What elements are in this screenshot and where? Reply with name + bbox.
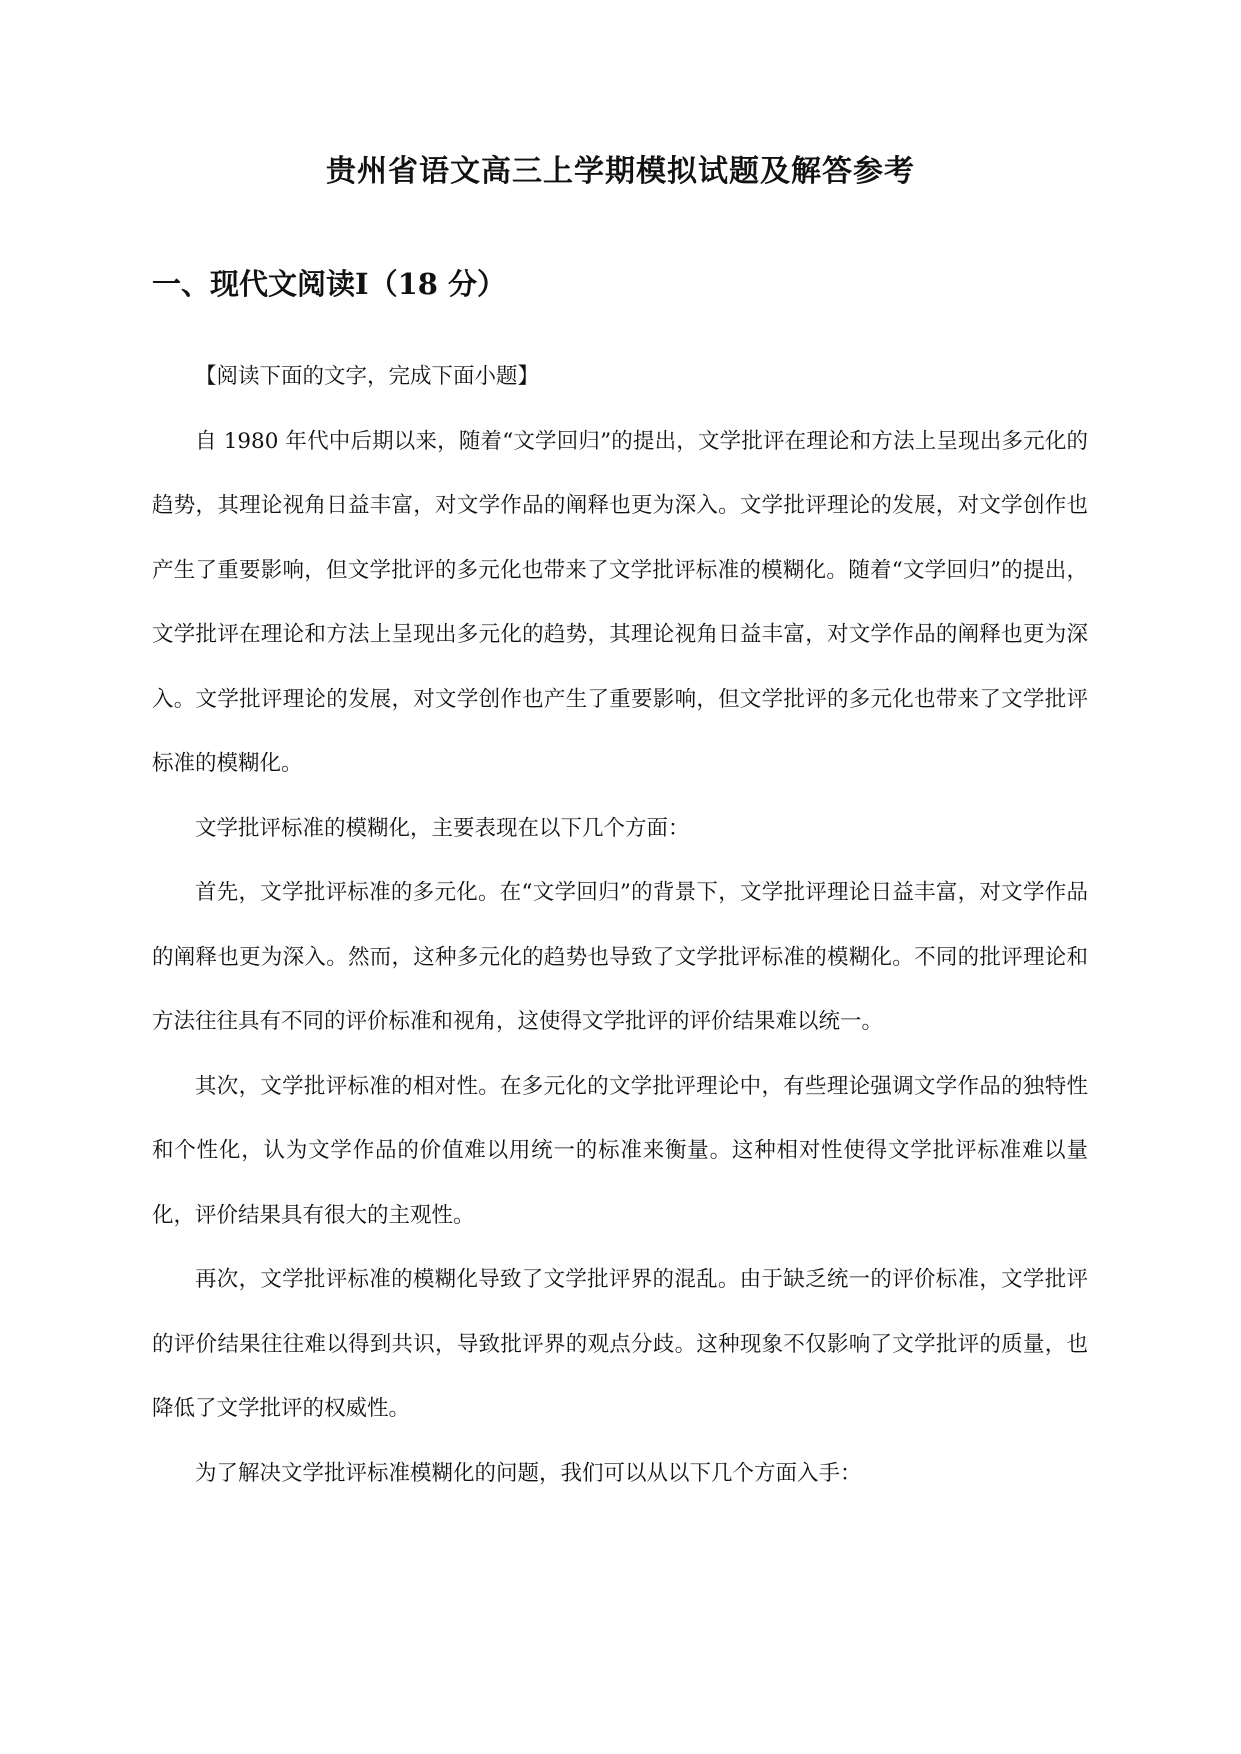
reading-instruction: 【阅读下面的文字，完成下面小题】: [195, 364, 540, 389]
paragraph-second-point: 其次，文学批评标准的相对性。在多元化的文学批评理论中，有些理论强调文学作品的独特性和个性化，认为文学作品的价值难以用统一的标准来衡量。这种相对性使得文学批评标准难以量化，评价结果具有很大的主观性。: [152, 1073, 1088, 1228]
paragraph-first-point: 首先，文学批评标准的多元化。在“文学回归”的背景下，文学批评理论日益丰富，对文学作品的阐释也更为深入。然而，这种多元化的趋势也导致了文学批评标准的模糊化。不同的批评理论和方法往往具有不同的评价标准和视角，这使得文学批评的评价结果难以统一。: [152, 880, 1088, 1034]
document-title: 贵州省语文高三上学期模拟试题及解答参考: [326, 154, 915, 189]
reading-passage: [152, 345, 1088, 1506]
paragraph-overview: 文学批评标准的模糊化，主要表现在以下几个方面：: [195, 815, 690, 841]
paragraph-solutions: 为了解决文学批评标准模糊化的问题，我们可以从以下几个方面入手：: [195, 1460, 862, 1486]
section-heading: 一、现代文阅读Ⅰ（18 分）: [152, 267, 507, 301]
paragraph-intro: 自 1980 年代中后期以来，随着“文学回归”的提出，文学批评在理论和方法上呈现出多元化的趋势，其理论视角日益丰富，对文学作品的阐释也更为深入。文学批评理论的发展，对文学创作也产生了重要影响，但文学批评的多元化也带来了文学批评标准的模糊化。随着“文学回归”的提出，文学批评在理论和方法上呈现出多元化的趋势，其理论视角日益丰富，对文学作品的阐释也更为深入。文学批评理论的发展，对文学创作也产生了重要影响，但文学批评的多元化也带来了文学批评标准的模糊化。: [152, 428, 1088, 776]
paragraph-third-point: 再次，文学批评标准的模糊化导致了文学批评界的混乱。由于缺乏统一的评价标准，文学批评的评价结果往往难以得到共识，导致批评界的观点分歧。这种现象不仅影响了文学批评的质量，也降低了文学批评的权威性。: [152, 1267, 1088, 1421]
